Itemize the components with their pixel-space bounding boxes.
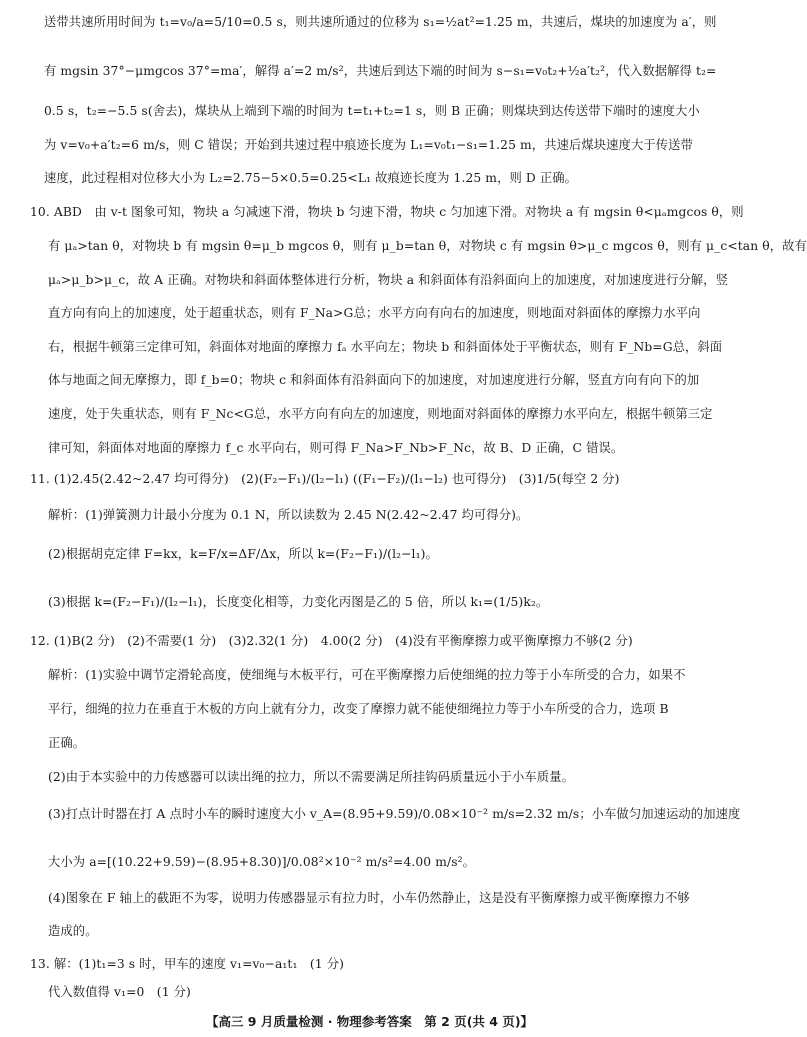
text-line: 直方向有向上的加速度，处于超重状态，则有 F_Na>G总；水平方向有向右的加速度，则地面对斜面体的摩擦力水平向 <box>48 306 701 320</box>
text-line: 解析：(1)实验中调节定滑轮高度，使细绳与木板平行，可在平衡摩擦力后使细绳的拉力等于小车所受的合力，如果不 <box>48 668 686 682</box>
question-11-answer: 11. (1)2.45(2.42~2.47 均可得分) (2)(F₂−F₁)/(l₂−l₁) ((F₁−F₂)/(l₁−l₂) 也可得分) (3)1/5(每空 2 分) <box>30 472 620 486</box>
text-line: 送带共速所用时间为 t₁=v₀/a=5/10=0.5 s，则共速所通过的位移为 s₁=½at²=1.25 m，共速后，煤块的加速度为 a′，则 <box>44 15 717 29</box>
text-line: 代入数值得 v₁=0 (1 分) <box>48 985 191 999</box>
text-line: (2)根据胡克定律 F=kx，k=F/x=ΔF/Δx，所以 k=(F₂−F₁)/(l₂−l₁)。 <box>48 547 438 561</box>
question-10-answer: 10. ABD 由 v-t 图象可知，物块 a 匀减速下滑，物块 b 匀速下滑，物块 c 匀加速下滑。对物块 a 有 mgsin θ<μₐmgcos θ，则 <box>30 205 744 219</box>
text-line: 速度，处于失重状态，则有 F_Nc<G总，水平方向有向左的加速度，则地面对斜面体的摩擦力水平向左，根据牛顿第三定 <box>48 407 713 421</box>
text-line: 造成的。 <box>48 924 98 938</box>
text-line: 0.5 s，t₂=−5.5 s(舍去)，煤块从上端到下端的时间为 t=t₁+t₂=1 s，则 B 正确；则煤块到达传送带下端时的速度大小 <box>44 104 700 118</box>
text-line: 律可知，斜面体对地面的摩擦力 f_c 水平向右，则可得 F_Na>F_Nb>F_Nc，故 B、D 正确，C 错误。 <box>48 441 624 455</box>
text-line: (3)根据 k=(F₂−F₁)/(l₂−l₁)，长度变化相等，力变化丙图是乙的 5 倍，所以 k₁=(1/5)k₂。 <box>48 595 549 609</box>
text-line: 平行，细绳的拉力在垂直于木板的方向上就有分力，改变了摩擦力就不能使细绳拉力等于小车所受的合力，选项 B <box>48 702 669 716</box>
text-line: 体与地面之间无摩擦力，即 f_b=0；物块 c 和斜面体有沿斜面向下的加速度，对加速度进行分解，竖直方向有向下的加 <box>48 373 700 387</box>
text-line: 为 v=v₀+a′t₂=6 m/s，则 C 错误；开始到共速过程中痕迹长度为 L₁=v₀t₁−s₁=1.25 m，共速后煤块速度大于传送带 <box>44 138 693 152</box>
text-line: 大小为 a=[(10.22+9.59)−(8.95+8.30)]/0.08²×10⁻² m/s²=4.00 m/s²。 <box>48 855 476 869</box>
text-line: 解析：(1)弹簧测力计最小分度为 0.1 N，所以读数为 2.45 N(2.42~2.47 均可得分)。 <box>48 508 529 522</box>
question-13-answer: 13. 解：(1)t₁=3 s 时，甲车的速度 v₁=v₀−a₁t₁ (1 分) <box>30 957 345 971</box>
page-footer: 【高三 9 月质量检测 · 物理参考答案 第 2 页(共 4 页)】 <box>205 1014 534 1029</box>
text-line: 速度，此过程相对位移大小为 L₂=2.75−5×0.5=0.25<L₁ 故痕迹长度为 1.25 m，则 D 正确。 <box>44 171 578 185</box>
text-line: μₐ>μ_b>μ_c，故 A 正确。对物块和斜面体整体进行分析，物块 a 和斜面体有沿斜面向上的加速度，对加速度进行分解，竖 <box>48 273 729 287</box>
question-12-answer: 12. (1)B(2 分) (2)不需要(1 分) (3)2.32(1 分) 4.00(2 分) (4)没有平衡摩擦力或平衡摩擦力不够(2 分) <box>30 634 633 648</box>
text-line: (4)图象在 F 轴上的截距不为零，说明力传感器显示有拉力时，小车仍然静止，这是没有平衡摩擦力或平衡摩擦力不够 <box>48 891 690 905</box>
text-line: 右，根据牛顿第三定律可知，斜面体对地面的摩擦力 fₐ 水平向左；物块 b 和斜面体处于平衡状态，则有 F_Nb=G总，斜面 <box>48 340 723 354</box>
text-line: 有 μₐ>tan θ，对物块 b 有 mgsin θ=μ_b mgcos θ，则有 μ_b=tan θ，对物块 c 有 mgsin θ>μ_c mgcos θ，则有 μ_c<tan θ，故有 <box>48 239 807 253</box>
text-line: 正确。 <box>48 736 86 750</box>
text-line: (3)打点计时器在打 A 点时小车的瞬时速度大小 v_A=(8.95+9.59)/0.08×10⁻² m/s=2.32 m/s；小车做匀加速运动的加速度 <box>48 807 741 821</box>
text-line: 有 mgsin 37°−μmgcos 37°=ma′，解得 a′=2 m/s²，共速后到达下端的时间为 s−s₁=v₀t₂+½a′t₂²，代入数据解得 t₂= <box>44 64 717 78</box>
text-line: (2)由于本实验中的力传感器可以读出绳的拉力，所以不需要满足所挂钩码质量远小于小车质量。 <box>48 770 574 784</box>
